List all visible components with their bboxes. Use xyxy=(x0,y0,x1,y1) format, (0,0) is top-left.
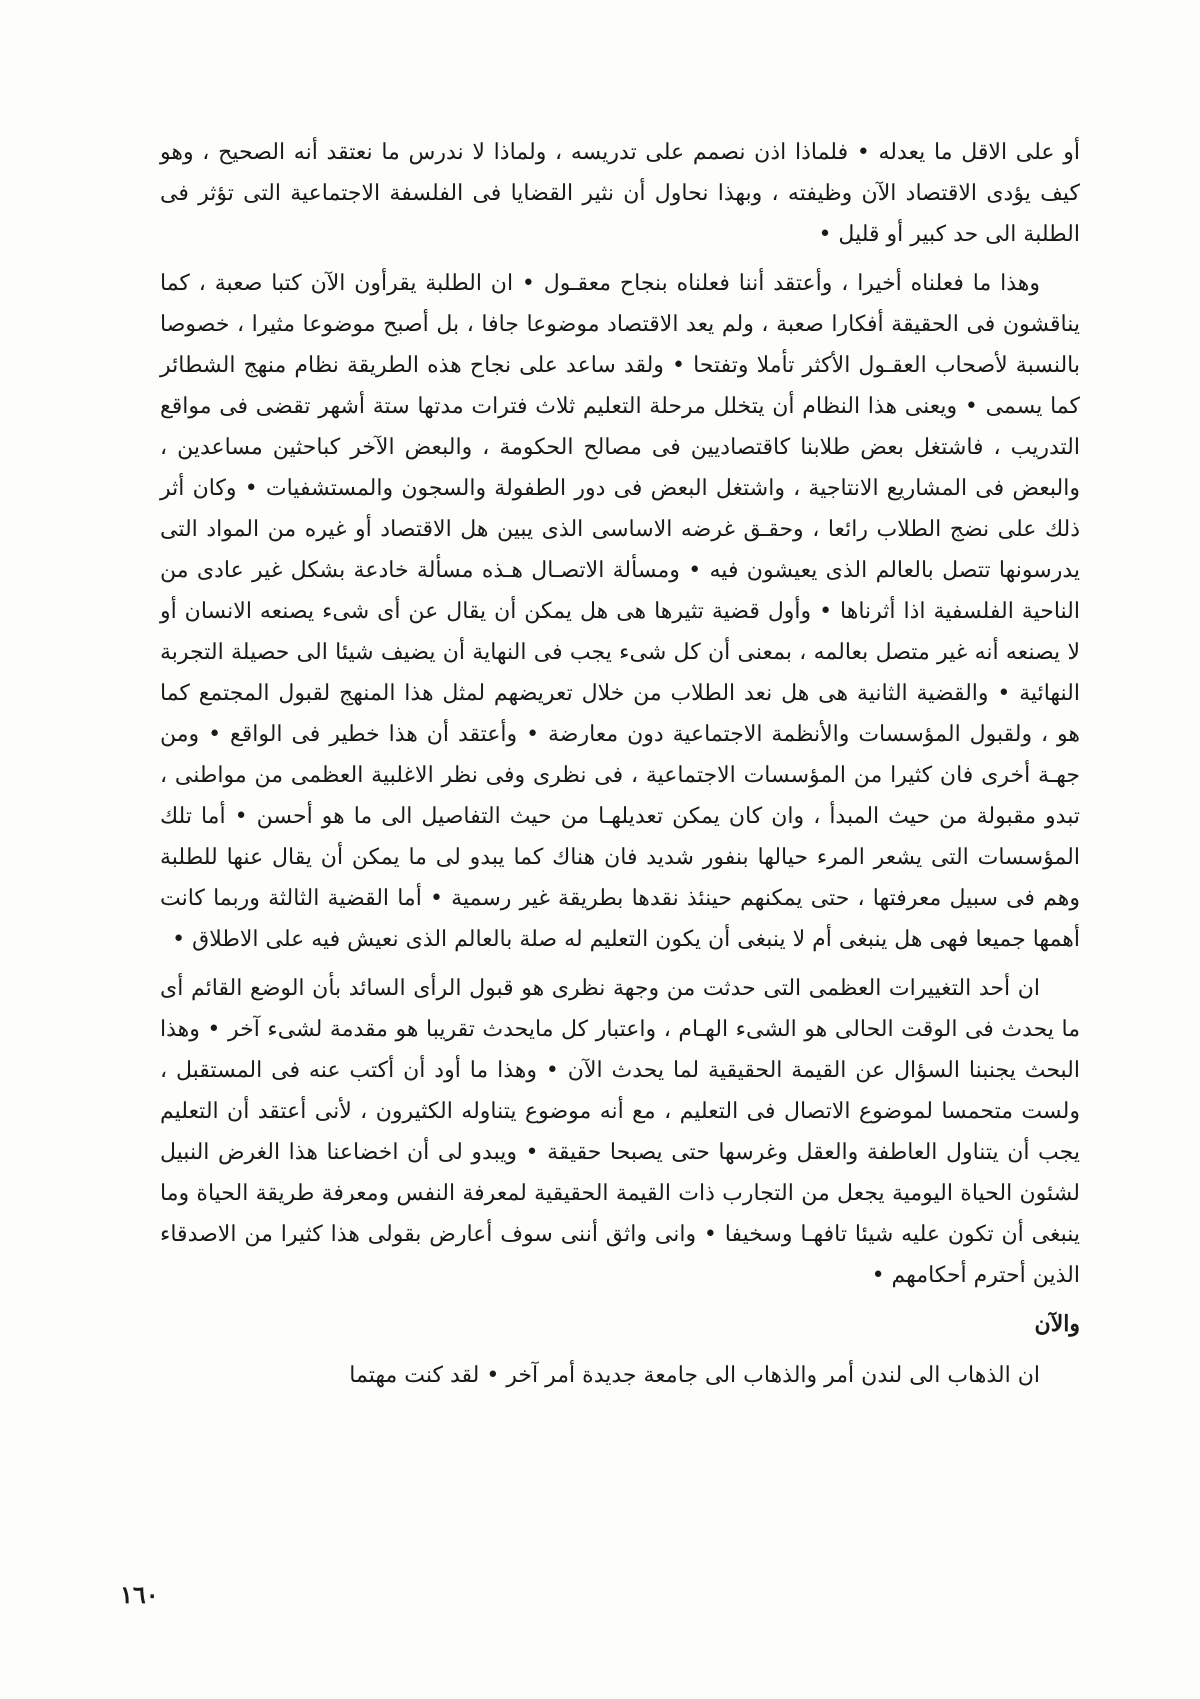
section-heading: والآن xyxy=(1034,1311,1080,1337)
page-number: ١٦٠ xyxy=(120,1580,159,1609)
body-text xyxy=(160,132,1080,1404)
paragraph-continuation: أو على الاقل ما يعدله • فلماذا اذن نصمم على تدريسه ، ولماذا لا ندرس ما نعتقد أنه الصحيح ، وهو كيف يؤدى الاقتصاد الآن وظيفته ، وبهذا نحاول أن نثير القضايا فى الفلسفة الاجتماعية التى تؤثر فى الطلبة الى حد كبير أو قليل • xyxy=(160,140,1080,247)
paragraph-london: ان الذهاب الى لندن أمر والذهاب الى جامعة جديدة أمر آخر • لقد كنت مهتما xyxy=(349,1363,1040,1388)
paragraph-sandwich-course: وهذا ما فعلناه أخيرا ، وأعتقد أننا فعلناه بنجاح معقـول • ان الطلبة يقرأون الآن كتبا صعبة ، كما يناقشون فى الحقيقة أفكارا صعبة ، ولم يعد الاقتصاد موضوعا جافا ، بل أصبح موضوعا مثيرا ، خصوصا بالنسبة لأصحاب العقـول الأكثر تأملا وتفتحا • ولقد ساعد على نجاح هذه الطريقة نظام منهج الشطائر كما يسمى • ويعنى هذا النظام أن يتخلل مرحلة التعليم ثلاث فترات مدتها ستة أشهر تقضى فى مواقع التدريب ، فاشتغل بعض طلابنا كاقتصاديين فى مصالح الحكومة ، والبعض الآخر كباحثين مساعدين ، والبعض فى المشاريع الانتاجية ، واشتغل البعض فى دور الطفولة والسجون والمستشفيات • وكان أثر ذلك على نضج الطلاب رائعا ، وحقـق غرضه الاساسى الذى يبين هل الاقتصاد أو غيره من المواد التى يدرسونها تتصل بالعالم الذى يعيشون فيه • ومسألة الاتصـال هـذه مسألة خادعة بشكل غير عادى من الناحية الفلسفية اذا أثرناها • وأول قضية تثيرها هى هل يمكن أن يقال عن أى شىء يصنعه الانسان أو لا يصنعه أنه غير متصل بعالمه ، بمعنى أن كل شىء يجب فى النهاية أن يضيف شيئا الى حصيلة التجربة النهائية • والقضية الثانية هى هل نعد الطلاب من خلال تعريضهم لمثل هذا المنهج لقبول المجتمع كما هو ، ولقبول المؤسسات والأنظمة الاجتماعية دون معارضة • وأعتقد أن هذا خطير فى الواقع • ومن جهـة أخرى فان كثيرا من المؤسسات الاجتماعية ، فى نظرى وفى نظر الاغلبية العظمى من مواطنى ، تبدو مقبولة من حيث المبدأ ، وان كان يمكن تعديلهـا من حيث التفاصيل الى ما هو أحسن • أما تلك المؤسسات التى يشعر المرء حيالها بنفور شديد فان هناك كما يبدو لى ما يمكن أن يقال عنها للطلبة وهم فى سبيل معرفتها ، حتى يمكنهم حينئذ نقدها بطريقة غير رسمية • أما القضية الثالثة وربما كانت أهمها جميعا فهى هل ينبغى أم لا ينبغى أن يكون التعليم له صلة بالعالم الذى نعيش فيه على الاطلاق • xyxy=(160,271,1080,952)
paragraph-great-changes: ان أحد التغييرات العظمى التى حدثت من وجهة نظرى هو قبول الرأى السائد بأن الوضع القائم أى ما يحدث فى الوقت الحالى هو الشىء الهـام ، واعتبار كل مايحدث تقريبا هو مقدمة لشىء آخر • وهذا البحث يجنبنا السؤال عن القيمة الحقيقية لما يحدث الآن • وهذا ما أود أن أكتب عنه فى المستقبل ، ولست متحمسا لموضوع الاتصال فى التعليم ، مع أنه موضوع يتناوله الكثيرون ، لأنى أعتقد أن التعليم يجب أن يتناول العاطفة والعقل وغرسها حتى يصبحا حقيقة • ويبدو لى أن اخضاعنا هذا الغرض النبيل لشئون الحياة اليومية يجعل من التجارب ذات القيمة الحقيقية لمعرفة النفس ومعرفة طريقة الحياة وما ينبغى أن تكون عليه شيئا تافهـا وسخيفا • وانى واثق أننى سوف أعارض بقولى هذا كثيرا من الاصدقاء الذين أحترم أحكامهم • xyxy=(160,976,1080,1288)
